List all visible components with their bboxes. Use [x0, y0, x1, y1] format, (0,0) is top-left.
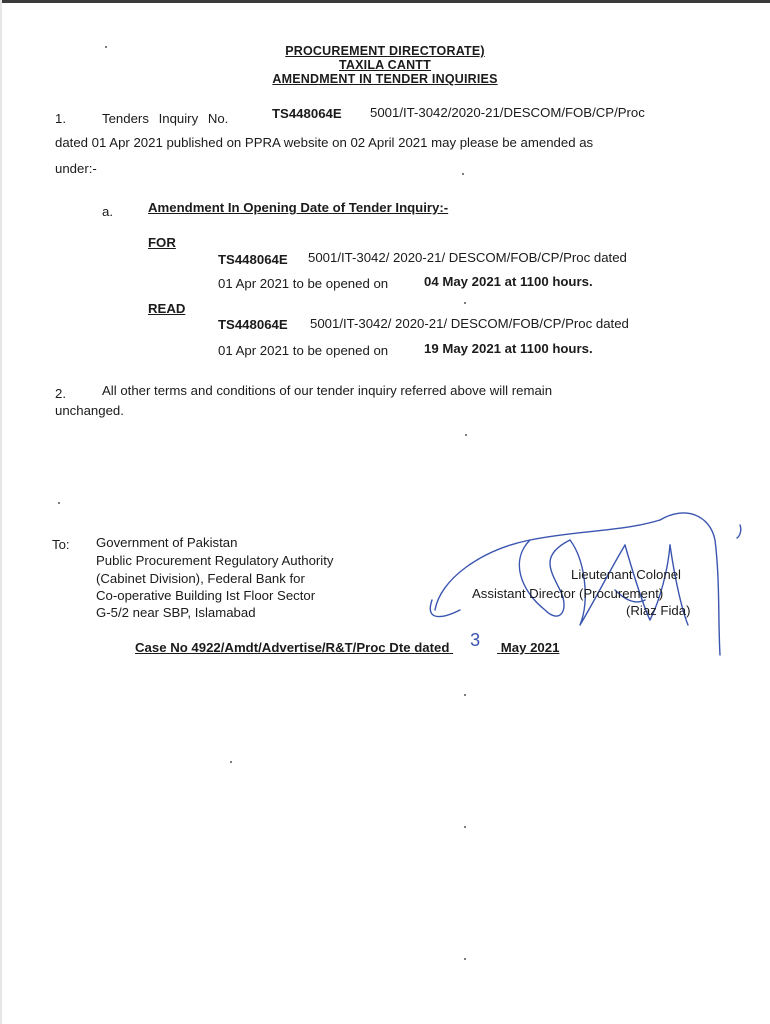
- scan-speck: [464, 958, 466, 960]
- to-line-1: Government of Pakistan: [96, 535, 238, 550]
- scan-speck: [465, 434, 467, 436]
- para2-line2: unchanged.: [55, 403, 124, 418]
- scan-speck: [464, 694, 466, 696]
- case-reference: [135, 630, 560, 657]
- for-line2-lead: 01 Apr 2021 to be opened on: [218, 276, 389, 291]
- scan-speck: [462, 173, 464, 175]
- signatory-rank: Lieutenant Colonel: [571, 567, 681, 582]
- for-ref-rest: 5001/IT-3042/ 2020-21/ DESCOM/FOB/CP/Proc dated: [308, 250, 627, 265]
- for-ref-bold: TS448064E: [218, 252, 288, 267]
- read-ref-bold: TS448064E: [218, 317, 288, 332]
- para1-line3: under:-: [55, 161, 97, 176]
- scan-speck: [464, 302, 466, 304]
- heading-directorate: PROCUREMENT DIRECTORATE): [285, 44, 485, 58]
- to-label: To:: [52, 537, 70, 552]
- sub-a-title: Amendment In Opening Date of Tender Inquiry:-: [148, 200, 449, 215]
- for-label: FOR: [148, 235, 176, 250]
- case-month-year: May 2021: [500, 640, 560, 655]
- para2-line1: All other terms and conditions of our tender inquiry referred above will remain: [102, 383, 553, 398]
- scan-speck: [105, 46, 107, 48]
- to-line-4: Co-operative Building Ist Floor Sector: [96, 588, 316, 603]
- read-ref-rest: 5001/IT-3042/ 2020-21/ DESCOM/FOB/CP/Proc dated: [310, 316, 629, 331]
- to-line-2: Public Procurement Regulatory Authority: [96, 553, 334, 568]
- scan-speck: [230, 761, 232, 763]
- para1-number: 1.: [55, 111, 66, 126]
- para1-lead: Tenders Inquiry No.: [102, 111, 229, 126]
- para1-line2: dated 01 Apr 2021 published on PPRA website on 02 April 2021 may please be amended as: [55, 135, 594, 150]
- for-line2-bold: 04 May 2021 at 1100 hours.: [424, 274, 593, 289]
- read-label: READ: [148, 301, 186, 316]
- handwritten-day: 3: [470, 630, 481, 650]
- para1-ref-bold: TS448064E: [272, 106, 342, 121]
- scan-speck: [464, 826, 466, 828]
- para2-number: 2.: [55, 386, 66, 401]
- case-text: Case No 4922/Amdt/Advertise/R&T/Proc Dte dated: [135, 640, 450, 655]
- signatory-title: Assistant Director (Procurement): [472, 586, 664, 601]
- heading-location: TAXILA CANTT: [339, 58, 431, 72]
- signatory-name: (Riaz Fida): [626, 603, 691, 618]
- to-line-3: (Cabinet Division), Federal Bank for: [96, 571, 305, 586]
- to-line-5: G-5/2 near SBP, Islamabad: [96, 605, 256, 620]
- para1-ref-rest: 5001/IT-3042/2020-21/DESCOM/FOB/CP/Proc: [370, 105, 645, 120]
- heading-title: AMENDMENT IN TENDER INQUIRIES: [272, 72, 498, 86]
- scan-left-edge: [0, 0, 2, 1024]
- sub-a-letter: a.: [102, 204, 113, 219]
- read-line2-bold: 19 May 2021 at 1100 hours.: [424, 341, 593, 356]
- scan-speck: [58, 502, 60, 504]
- scan-top-edge: [0, 0, 770, 3]
- read-line2-lead: 01 Apr 2021 to be opened on: [218, 343, 389, 358]
